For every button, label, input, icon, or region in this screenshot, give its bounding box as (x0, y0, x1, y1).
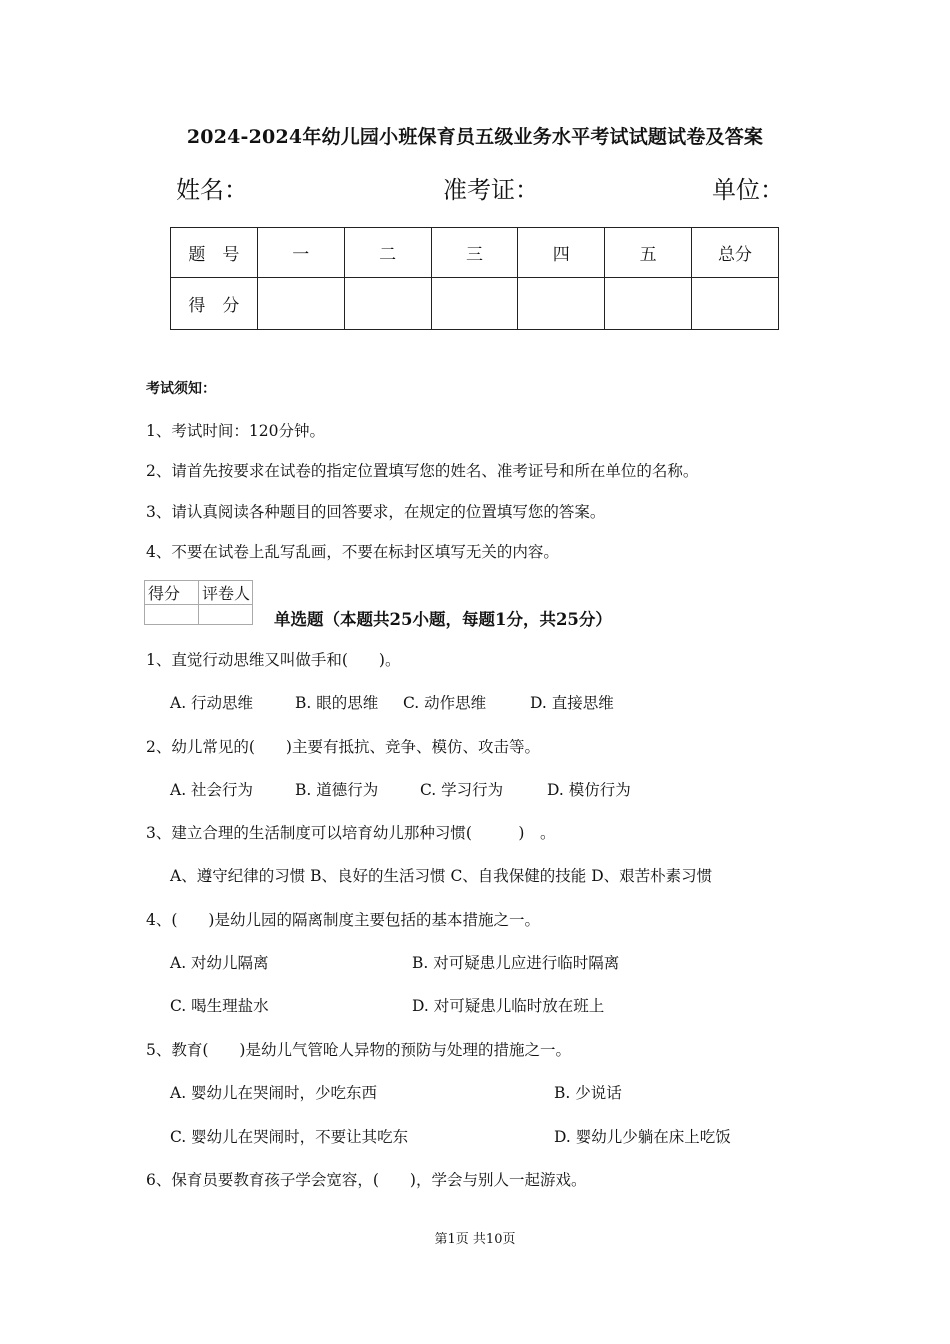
question-option: A. 行动思维 (170, 694, 254, 712)
score-table-header-row (171, 228, 779, 278)
score-table-score-row (171, 278, 779, 330)
question-option: D. 直接思维 (530, 694, 614, 712)
question-stem: 5、教育( )是幼儿气管呛人异物的预防与处理的措施之一。 (146, 1041, 571, 1059)
score-input-cell[interactable] (344, 278, 431, 330)
grader-reviewer-label: 评卷人 (199, 581, 253, 605)
question-stem: 3、建立合理的生活制度可以培育幼儿那种习惯( ) 。 (146, 824, 556, 842)
question-option: A. 对幼儿隔离 (170, 954, 269, 972)
score-table-cell: 一 (257, 228, 344, 278)
question-stem: 2、幼儿常见的( )主要有抵抗、竞争、模仿、攻击等。 (146, 738, 540, 756)
question-option: A. 社会行为 (170, 781, 254, 799)
section-heading: 单选题（本题共25小题，每题1分，共25分） (274, 610, 612, 629)
question-option: B. 眼的思维 (295, 694, 379, 712)
score-table-cell: 题 号 (171, 228, 258, 278)
question-option: C. 喝生理盐水 (170, 997, 269, 1015)
question-option: C. 动作思维 (403, 694, 487, 712)
score-input-cell[interactable] (431, 278, 518, 330)
grader-reviewer-cell[interactable] (199, 605, 253, 625)
score-table-cell: 得 分 (171, 278, 258, 330)
unit-field-label: 单位： (712, 176, 784, 204)
score-table-cell: 三 (431, 228, 518, 278)
question-option: D. 婴幼儿少躺在床上吃饭 (554, 1128, 731, 1146)
question-option: C. 婴幼儿在哭闹时，不要让其吃东 (170, 1128, 409, 1146)
question-stem: 6、保育员要教育孩子学会宽容，( )，学会与别人一起游戏。 (146, 1171, 587, 1189)
exam-id-field-label: 准考证： (443, 176, 539, 204)
notice-item: 3、请认真阅读各种题目的回答要求，在规定的位置填写您的答案。 (146, 503, 606, 521)
exam-title: 2024-2024年幼儿园小班保育员五级业务水平考试试题试卷及答案 (186, 126, 764, 148)
score-table-cell: 四 (518, 228, 605, 278)
score-input-cell[interactable] (692, 278, 779, 330)
question-option: A、遵守纪律的习惯 B、良好的生活习惯 C、自我保健的技能 D、艰苦朴素习惯 (170, 867, 713, 885)
notice-heading: 考试须知： (146, 381, 216, 397)
notice-item: 4、不要在试卷上乱写乱画，不要在标封区填写无关的内容。 (146, 543, 559, 561)
question-option: B. 少说话 (554, 1084, 622, 1102)
name-field-label: 姓名： (176, 176, 248, 204)
question-option: A. 婴幼儿在哭闹时，少吃东西 (170, 1084, 378, 1102)
score-input-cell[interactable] (518, 278, 605, 330)
question-stem: 1、直觉行动思维又叫做手和( )。 (146, 651, 401, 669)
question-option: D. 对可疑患儿临时放在班上 (412, 997, 605, 1015)
question-stem: 4、( )是幼儿园的隔离制度主要包括的基本措施之一。 (146, 911, 540, 929)
question-option: B. 道德行为 (295, 781, 379, 799)
score-table (170, 227, 779, 330)
page-footer: 第1页 共10页 (434, 1232, 516, 1247)
score-table-cell: 五 (605, 228, 692, 278)
question-option: B. 对可疑患儿应进行临时隔离 (412, 954, 620, 972)
score-input-cell[interactable] (605, 278, 692, 330)
grader-score-cell[interactable] (145, 605, 199, 625)
notice-item: 2、请首先按要求在试卷的指定位置填写您的姓名、准考证号和所在单位的名称。 (146, 462, 699, 480)
notice-item: 1、考试时间：120分钟。 (146, 422, 325, 440)
question-option: C. 学习行为 (420, 781, 504, 799)
grader-box (144, 580, 253, 625)
score-table-cell: 二 (344, 228, 431, 278)
question-option: D. 模仿行为 (547, 781, 631, 799)
score-table-cell: 总分 (692, 228, 779, 278)
grader-score-label: 得分 (145, 581, 199, 605)
score-input-cell[interactable] (257, 278, 344, 330)
